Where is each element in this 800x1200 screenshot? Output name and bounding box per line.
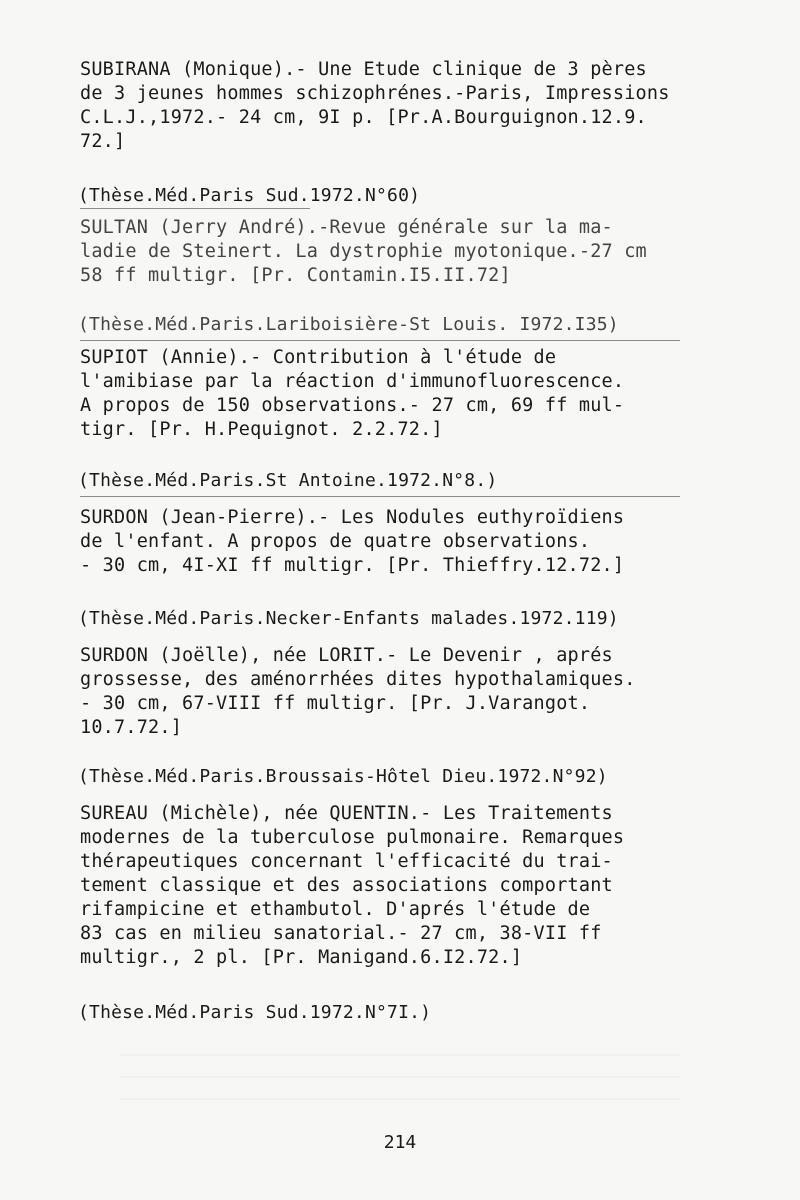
entry-line: tement classique et des associations comportant bbox=[80, 875, 613, 896]
divider bbox=[80, 496, 680, 497]
entry-line: A propos de 150 observations.- 27 cm, 69 ff mul- bbox=[80, 395, 625, 416]
divider bbox=[80, 340, 680, 341]
thesis-note: (Thèse.Méd.Paris.St Antoine.1972.N°8.) bbox=[78, 470, 498, 491]
entry-sultan bbox=[80, 216, 700, 288]
entry-line: SUBIRANA (Monique).- Une Etude clinique de 3 pères bbox=[80, 59, 647, 80]
entry-line: C.L.J.,1972.- 24 cm, 9I p. [Pr.A.Bourguignon.12.9. bbox=[80, 107, 647, 128]
entry-line: SURDON (Jean-Pierre).- Les Nodules euthyroïdiens bbox=[80, 507, 625, 528]
divider bbox=[80, 208, 310, 209]
entry-line: SUPIOT (Annie).- Contribution à l'étude de bbox=[80, 347, 557, 368]
entry-line: de l'enfant. A propos de quatre observations. bbox=[80, 531, 591, 552]
entry-surdon-joelle bbox=[80, 644, 700, 740]
thesis-note: (Thèse.Méd.Paris.Lariboisière-St Louis. I972.I35) bbox=[78, 314, 619, 335]
thesis-note: (Thèse.Méd.Paris Sud.1972.N°7I.) bbox=[78, 1002, 432, 1023]
entry-line: 10.7.72.] bbox=[80, 717, 183, 738]
entry-line: modernes de la tuberculose pulmonaire. Remarques bbox=[80, 827, 625, 848]
entry-line: SURDON (Joëlle), née LORIT.- Le Devenir , aprés bbox=[80, 645, 613, 666]
entry-line: l'amibiase par la réaction d'immunofluorescence. bbox=[80, 371, 625, 392]
entry-line: ladie de Steinert. La dystrophie myotonique.-27 cm bbox=[80, 241, 647, 262]
entry-line: thérapeutiques concernant l'efficacité du trai- bbox=[80, 851, 613, 872]
entry-line: - 30 cm, 67-VIII ff multigr. [Pr. J.Varangot. bbox=[80, 693, 591, 714]
entry-line: de 3 jeunes hommes schizophrénes.-Paris, Impressions bbox=[80, 83, 670, 104]
entry-line: grossesse, des aménorrhées dites hypothalamiques. bbox=[80, 669, 636, 690]
entry-line: - 30 cm, 4I-XI ff multigr. [Pr. Thieffry.12.72.] bbox=[80, 555, 625, 576]
entry-line: 83 cas en milieu sanatorial.- 27 cm, 38-VII ff bbox=[80, 923, 602, 944]
thesis-note: (Thèse.Méd.Paris Sud.1972.N°60) bbox=[78, 185, 421, 206]
entry-line: 58 ff multigr. [Pr. Contamin.I5.II.72] bbox=[80, 265, 511, 286]
entry-line: tigr. [Pr. H.Pequignot. 2.2.72.] bbox=[80, 419, 443, 440]
entry-supiot bbox=[80, 346, 700, 442]
thesis-note: (Thèse.Méd.Paris.Broussais-Hôtel Dieu.1972.N°92) bbox=[78, 766, 608, 787]
entry-line: multigr., 2 pl. [Pr. Manigand.6.I2.72.] bbox=[80, 947, 523, 968]
page-number: 214 bbox=[383, 1132, 417, 1153]
bleed-through-texture bbox=[120, 1040, 680, 1100]
entry-line: SUREAU (Michèle), née QUENTIN.- Les Traitements bbox=[80, 803, 613, 824]
entry-line: rifampicine et ethambutol. D'aprés l'étude de bbox=[80, 899, 591, 920]
thesis-note: (Thèse.Méd.Paris.Necker-Enfants malades.1972.119) bbox=[78, 608, 619, 629]
entry-line: 72.] bbox=[80, 131, 126, 152]
entry-sureau bbox=[80, 802, 700, 970]
entry-surdon-jean-pierre bbox=[80, 506, 700, 578]
entry-subirana bbox=[80, 58, 700, 154]
entry-line: SULTAN (Jerry André).-Revue générale sur la ma- bbox=[80, 217, 613, 238]
